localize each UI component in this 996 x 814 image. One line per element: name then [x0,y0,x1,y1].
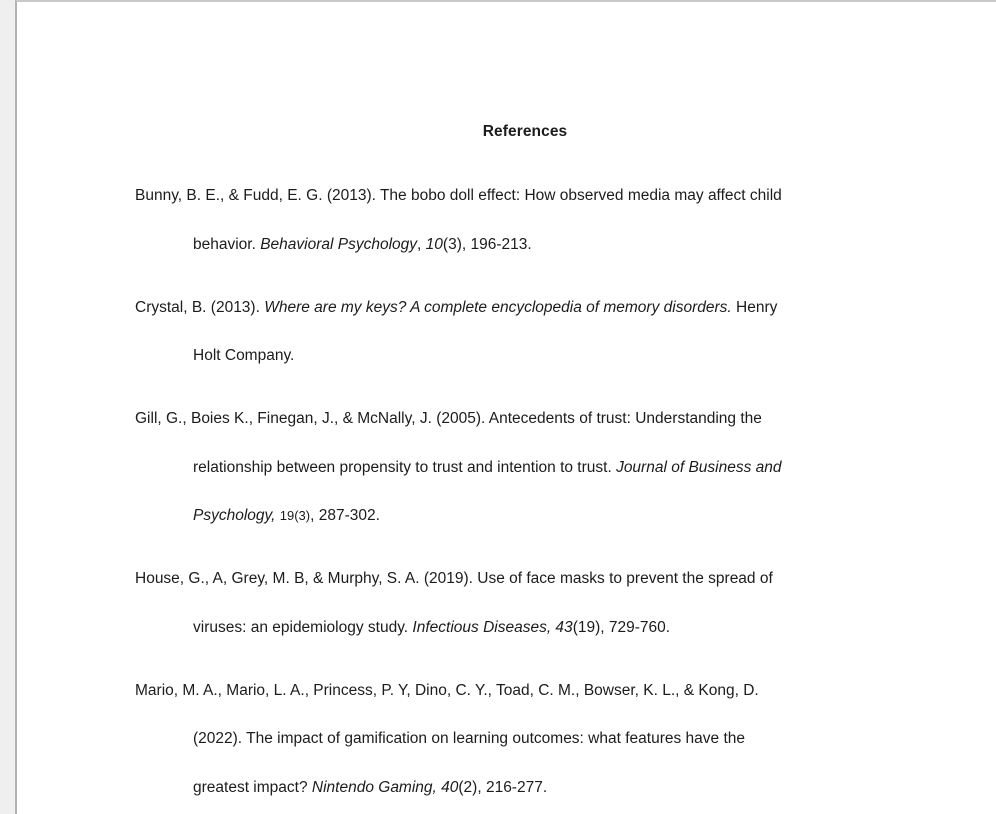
document-content [17,2,915,812]
reference-entry-mario[interactable] [135,667,915,813]
reference-line [135,555,915,604]
citation-journal-italic: Psychology, [193,507,280,524]
reference-line [135,764,915,813]
reference-line [135,221,915,270]
citation-journal-italic: Journal of Business and [616,458,782,476]
citation-journal-italic: Infectious Diseases, 43 [412,618,573,636]
citation-text: Holt Company. [193,347,295,364]
reference-line [135,172,915,221]
citation-text: , 287-302. [310,507,380,524]
reference-line [135,332,915,381]
reference-line [135,492,915,541]
citation-text: House, G., A, Grey, M. B, & Murphy, S. A. (2019). Use of face masks to prevent the spread of [135,570,773,587]
citation-text: (3), 196-213. [442,235,532,253]
citation-volume-italic: 10 [425,235,443,253]
reference-line [135,667,915,716]
citation-text: Gill, G., Boies K., Finegan, J., & McNally, J. (2005). Antecedents of trust: Understanding the [135,410,762,427]
reference-line [135,715,915,764]
citation-text: relationship between propensity to trust and intention to trust. [193,458,617,476]
citation-text: (19), 729-760. [572,618,671,636]
citation-title-italic: Where are my keys? A complete encyclopedia of memory disorders. [264,298,732,316]
citation-text: Bunny, B. E., & Fudd, E. G. (2013). The bobo doll effect: How observed media may affect child [135,187,782,204]
document-page[interactable] [15,0,996,814]
reference-list [135,172,915,812]
citation-text: Henry [731,298,778,316]
reference-line [135,604,915,653]
citation-journal-italic: Nintendo Gaming, 40 [311,778,459,796]
citation-volume-small: 19(3) [279,508,311,523]
citation-text: viruses: an epidemiology study. [193,618,413,636]
citation-text: , [417,235,426,253]
citation-text: behavior. [193,235,261,253]
reference-entry-house[interactable] [135,555,915,652]
citation-text: (2022). The impact of gamification on learning outcomes: what features have the [193,730,745,747]
reference-entry-bunny[interactable] [135,172,915,269]
references-heading[interactable]: References [482,123,568,140]
citation-journal-italic: Behavioral Psychology [260,235,418,253]
reference-line [135,395,915,444]
citation-text: greatest impact? [193,778,312,796]
citation-text: Crystal, B. (2013). [135,298,265,316]
reference-entry-crystal[interactable] [135,284,915,381]
reference-line [135,284,915,333]
citation-text: (2), 216-277. [458,778,548,796]
reference-line [135,444,915,493]
citation-text: Mario, M. A., Mario, L. A., Princess, P. Y, Dino, C. Y., Toad, C. M., Bowser, K. L., & Kong, D. [135,681,759,699]
reference-entry-gill[interactable] [135,395,915,541]
